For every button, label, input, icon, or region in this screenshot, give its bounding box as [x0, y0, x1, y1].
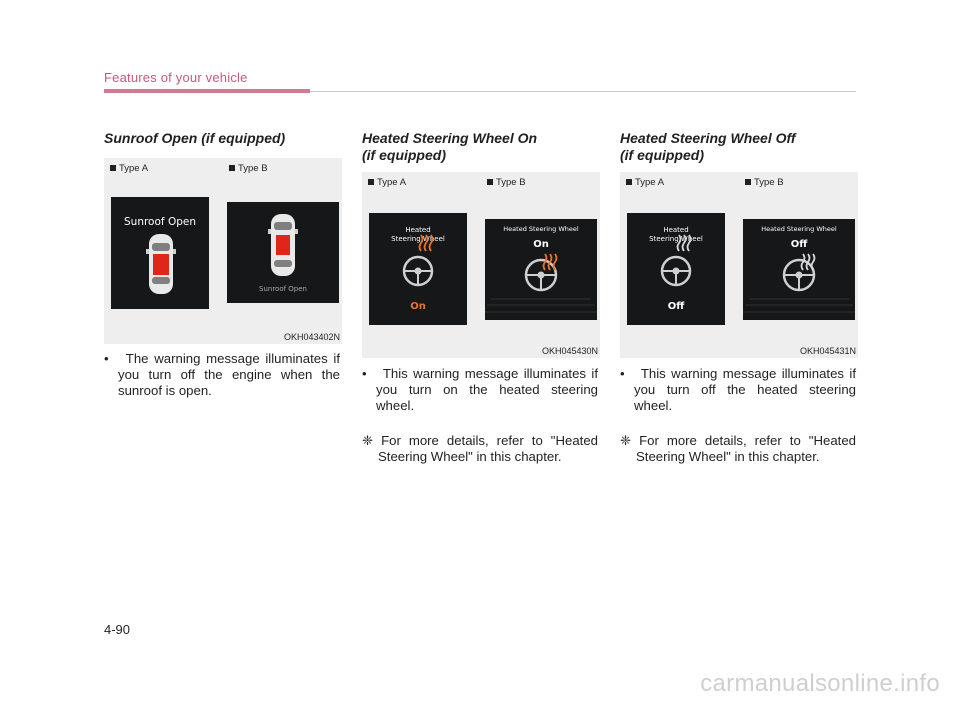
- figure-code: OKH045430N: [541, 346, 598, 356]
- chapter-title: Features of your vehicle: [104, 70, 248, 85]
- type-b-title: Heated Steering Wheel: [503, 225, 579, 233]
- figure-code: OKH045431N: [799, 346, 856, 356]
- type-b-title: Heated Steering Wheel: [761, 225, 837, 233]
- sunroof-highlight: [276, 235, 290, 255]
- heated-on-type-b-display: [485, 219, 597, 320]
- type-b-state: Off: [790, 239, 808, 250]
- heated-on-type-a-display: [369, 213, 467, 325]
- type-b-message: Sunroof Open: [259, 285, 307, 293]
- sunroof-open-heading: Sunroof Open (if equipped): [104, 130, 286, 146]
- sunroof-open-bullet: • The warning message illuminates if you turn off the engine when the sunroof is open.: [104, 351, 340, 398]
- type-b-label: Type B: [229, 163, 268, 174]
- heated-off-type-b-display: [743, 219, 855, 320]
- sunroof-open-figure: [104, 158, 342, 344]
- floor-grid-decoration: [485, 299, 597, 312]
- heated-wheel-on-figure: [362, 172, 600, 358]
- type-b-label: Type B: [487, 177, 526, 188]
- type-a-title-line1: Heated: [405, 226, 431, 234]
- heated-wheel-off-heading: Heated Steering Wheel Off (if equipped): [620, 130, 796, 163]
- watermark: carmanualsonline.info: [700, 670, 940, 697]
- type-a-state: Off: [667, 301, 685, 312]
- heated-off-type-a-display: [627, 213, 725, 325]
- sunroof-type-b-display: [227, 202, 339, 303]
- type-b-label: Type B: [745, 177, 784, 188]
- heated-on-bullet: • This warning message illuminates if you turn on the heated steering wheel.: [362, 366, 598, 413]
- type-a-title-line2: Steering Wheel: [649, 235, 703, 243]
- sunroof-type-a-display: [111, 197, 209, 309]
- heated-off-note: ❈ For more details, refer to "Heated Steering Wheel" in this chapter.: [620, 433, 856, 464]
- page-number: 4-90: [104, 622, 131, 637]
- type-a-title-line1: Heated: [663, 226, 689, 234]
- floor-grid-decoration: [743, 299, 855, 312]
- heated-on-note: ❈ For more details, refer to "Heated Steering Wheel" in this chapter.: [362, 433, 598, 464]
- car-top-view-illustration: [111, 197, 209, 309]
- heated-off-bullet: • This warning message illuminates if you turn off the heated steering wheel.: [620, 366, 856, 413]
- type-b-state: On: [533, 239, 549, 250]
- type-a-label: Type A: [368, 177, 406, 188]
- type-a-state: On: [410, 301, 426, 312]
- figure-code: OKH043402N: [283, 332, 340, 342]
- car-icon: [146, 234, 176, 294]
- car-icon: [268, 214, 298, 276]
- heated-steering-wheel-icon: [784, 254, 815, 290]
- type-a-label: Type A: [626, 177, 664, 188]
- car-top-view-illustration-b: [227, 202, 339, 303]
- type-a-title-line2: Steering Wheel: [391, 235, 445, 243]
- heated-steering-wheel-icon: [526, 254, 557, 290]
- header-accent-bar: [104, 89, 310, 93]
- header-rule: [310, 91, 856, 92]
- sunroof-highlight: [153, 254, 169, 275]
- type-a-message: Sunroof Open: [124, 216, 196, 228]
- heated-wheel-on-heading: Heated Steering Wheel On (if equipped): [362, 130, 538, 163]
- type-a-label: Type A: [110, 163, 148, 174]
- heated-wheel-off-figure: [620, 172, 858, 358]
